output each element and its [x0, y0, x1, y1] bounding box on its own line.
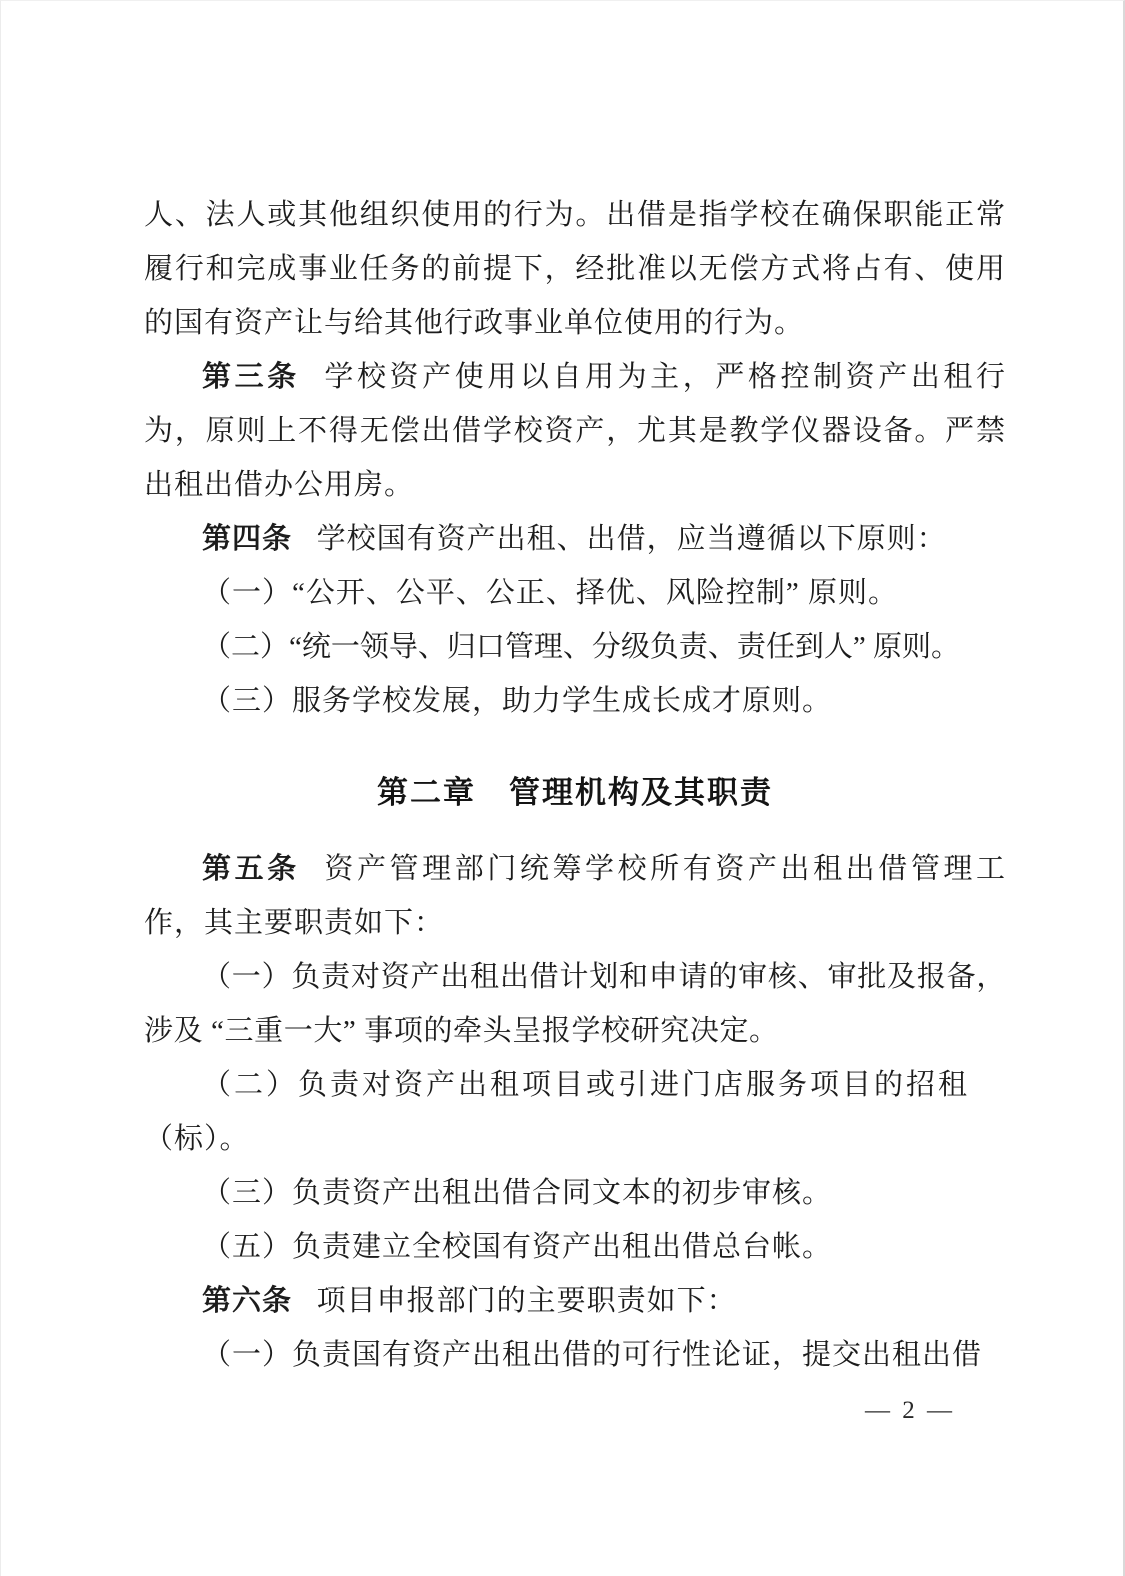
article-5-text: 资产管理部门统筹学校所有资产出租出借管理工作，其主要职责如下：	[144, 853, 1006, 939]
article-4-text: 学校国有资产出租、出借，应当遵循以下原则：	[316, 523, 947, 555]
duty-item-1: （一）负责对资产出租出借计划和申请的审核、审批及报备，涉及 “三重一大” 事项的牵头呈报学校研究决定。	[144, 961, 1006, 1047]
article-3-label: 第三条	[202, 361, 300, 393]
duty-item-2: （二）负责对资产出租项目或引进门店服务项目的招租	[202, 1069, 971, 1101]
article-4	[144, 512, 1006, 566]
article-6-label: 第六条	[202, 1285, 293, 1317]
principle-item-2: （二）“统一领导、归口管理、分级负责、责任到人” 原则。	[202, 631, 960, 663]
chapter-2-heading: 第二章 管理机构及其职责	[377, 775, 773, 810]
page-number: — 2 —	[865, 1397, 955, 1424]
article-6-text: 项目申报部门的主要职责如下：	[316, 1285, 737, 1317]
duty-item-2-continued: （标）。	[144, 1123, 250, 1155]
duty-item-5: （五）负责建立全校国有资产出租出借总台帐。	[202, 1231, 833, 1263]
duty-item-3: （三）负责资产出租出借合同文本的初步审核。	[202, 1177, 833, 1209]
article-3	[144, 350, 1006, 512]
article-5	[144, 842, 1006, 950]
document-body	[144, 188, 1006, 1382]
principle-item-3: （三）服务学校发展，助力学生成长成才原则。	[202, 685, 833, 717]
para-lend-definition-continued: 人、法人或其他组织使用的行为。出借是指学校在确保职能正常履行和完成事业任务的前提下，经批准以无偿方式将占有、使用的国有资产让与给其他行政事业单位使用的行为。	[144, 199, 1006, 339]
article-4-label: 第四条	[202, 523, 293, 555]
article-6-item-1: （一）负责国有资产出租出借的可行性论证，提交出租出借	[202, 1339, 983, 1371]
principle-item-1: （一）“公开、公平、公正、择优、风险控制” 原则。	[202, 577, 898, 609]
article-5-label: 第五条	[202, 853, 300, 885]
article-3-text: 学校资产使用以自用为主，严格控制资产出租行为，原则上不得无偿出借学校资产，尤其是教学仪器设备。严禁出租出借办公用房。	[144, 361, 1006, 501]
article-6	[144, 1274, 1006, 1328]
